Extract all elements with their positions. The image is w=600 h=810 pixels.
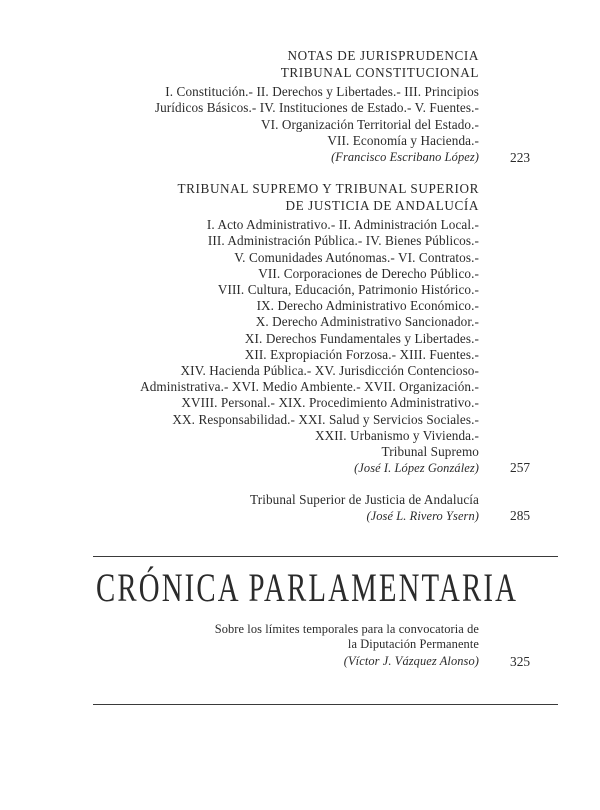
page-number: 285 (510, 508, 531, 523)
section-heading-line: TRIBUNAL SUPREMO Y TRIBUNAL SUPERIOR (177, 181, 479, 196)
page-number: 223 (510, 150, 531, 165)
author-name: (José I. López González) (354, 461, 479, 476)
topic-line: XXII. Urbanismo y Vivienda.- (314, 427, 479, 443)
topic-line: XVIII. Personal.- XIX. Procedimiento Administrativo.- (181, 395, 479, 411)
page-number: 325 (510, 654, 531, 669)
topic-line: XI. Derechos Fundamentales y Libertades.- (244, 330, 479, 346)
cronica-parlamentaria-title: CRÓNICA PARLAMENTARIA (96, 565, 519, 610)
divider-rule (93, 556, 558, 557)
topic-line: III. Administración Pública.- IV. Bienes Públicos.- (207, 233, 479, 249)
topic-line: XX. Responsabilidad.- XXI. Salud y Servicios Sociales.- (172, 411, 479, 427)
topic-line: VIII. Cultura, Educación, Patrimonio Histórico.- (217, 282, 479, 297)
topic-line: Tribunal Supremo (381, 444, 479, 460)
divider-rule (93, 704, 558, 705)
topic-line: XII. Expropiación Forzosa.- XIII. Fuentes.- (244, 346, 479, 362)
section-heading-line: DE JUSTICIA DE ANDALUCÍA (285, 197, 479, 213)
topic-line: Administrativa.- XVI. Medio Ambiente.- XVII. Organización.- (140, 379, 479, 395)
topic-line: VII. Corporaciones de Derecho Público.- (258, 265, 479, 281)
topic-line: Tribunal Superior de Justicia de Andalucía (250, 492, 479, 507)
topic-line: XIV. Hacienda Pública.- XV. Jurisdicción Contencioso- (180, 363, 479, 379)
topic-line: I. Acto Administrativo.- II. Administración Local.- (206, 217, 479, 233)
author-name: (Francisco Escribano López) (331, 150, 479, 164)
topic-line: Sobre los límites temporales para la convocatoria de (214, 622, 479, 636)
topic-line: V. Comunidades Autónomas.- VI. Contratos.- (234, 249, 479, 265)
section-cronica-parlamentaria (139, 622, 479, 669)
topic-line: VI. Organización Territorial del Estado.- (260, 116, 479, 132)
section-heading-line: NOTAS DE JURISPRUDENCIA (287, 48, 479, 63)
page-number: 257 (510, 460, 531, 475)
topic-line: I. Constitución.- II. Derechos y Libertades.- III. Principios (165, 84, 479, 100)
author-name: (Víctor J. Vázquez Alonso) (343, 653, 479, 668)
topic-line: IX. Derecho Administrativo Económico.- (256, 298, 479, 314)
author-name: (José L. Rivero Ysern) (366, 509, 479, 524)
section-tribunal-supremo (139, 181, 479, 476)
section-heading-line: TRIBUNAL CONSTITUCIONAL (280, 64, 479, 80)
section-notas-jurisprudencia (139, 48, 479, 165)
section-tsj-andalucia (139, 492, 479, 524)
topic-line: X. Derecho Administrativo Sancionador.- (255, 314, 479, 330)
topic-line: Jurídicos Básicos.- IV. Instituciones de Estado.- V. Fuentes.- (154, 100, 479, 116)
topic-line: la Diputación Permanente (347, 637, 479, 652)
topic-line: VII. Economía y Hacienda.- (327, 132, 479, 148)
